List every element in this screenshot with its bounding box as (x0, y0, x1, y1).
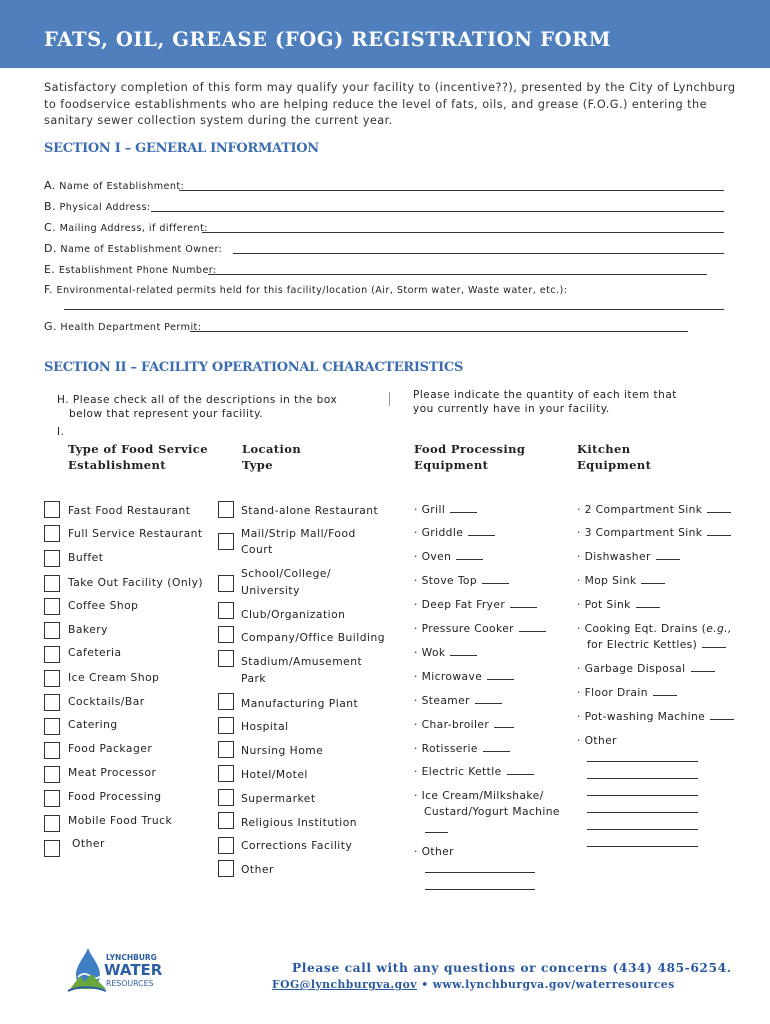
kitchen-other-line-4[interactable] (587, 812, 698, 813)
checkbox-catering[interactable] (44, 718, 60, 735)
checkbox-club-organization[interactable] (218, 602, 234, 619)
field-owner-name[interactable]: D. Name of Establishment Owner: (44, 242, 729, 256)
svg-text:WATER: WATER (104, 961, 163, 979)
checkbox-food-processing[interactable] (44, 790, 60, 807)
field-establishment-name[interactable]: A. Name of Establishment: (44, 179, 729, 193)
checkbox-bakery[interactable] (44, 622, 60, 639)
kitchen-eq-garbage-disposal: · Garbage Disposal (577, 661, 715, 677)
checkbox-corrections-facility[interactable] (218, 837, 234, 854)
checkbox-manufacturing-plant[interactable] (218, 693, 234, 710)
environmental-permits-line[interactable] (64, 309, 724, 310)
food-eq-rotisserie: · Rotisserie (414, 741, 510, 757)
option-stadium-park-line1: Stadium/Amusement (241, 655, 363, 668)
instruction-h-line2: below that represent your facility. (69, 408, 264, 420)
3-compartment-sink-qty-line[interactable] (707, 534, 731, 536)
instruction-h-line1: H. Please check all of the descriptions in the box (57, 394, 338, 406)
food-eq-stove-top: · Stove Top (414, 573, 509, 589)
mailing-address-line[interactable] (202, 232, 724, 233)
steamer-qty-line[interactable] (475, 702, 502, 704)
checkbox-nursing-home[interactable] (218, 741, 234, 758)
checkbox-coffee-shop[interactable] (44, 598, 60, 615)
option-location-other: Other (241, 863, 274, 876)
wok-qty-line[interactable] (450, 654, 477, 656)
oven-qty-line[interactable] (456, 558, 483, 560)
electric-kettle-qty-line[interactable] (507, 773, 534, 775)
phone-number-line[interactable] (208, 274, 707, 275)
char-broiler-qty-line[interactable] (494, 726, 514, 728)
kitchen-eq-cooking-drains-line2: for Electric Kettles) (587, 637, 726, 653)
establishment-name-line[interactable] (179, 190, 724, 191)
checkbox-fast-food-restaurant[interactable] (44, 501, 60, 518)
physical-address-line[interactable] (151, 211, 724, 212)
option-cocktails-bar: Cocktails/Bar (68, 695, 145, 708)
section-2-title: SECTION II – FACILITY OPERATIONAL CHARACTERISTICS (44, 360, 464, 375)
section-1-title: SECTION I – GENERAL INFORMATION (44, 141, 319, 156)
garbage-disposal-qty-line[interactable] (691, 670, 715, 672)
option-corrections-facility: Corrections Facility (241, 839, 353, 852)
option-religious-institution: Religious Institution (241, 816, 358, 829)
footer-contact: Please call with any questions or concerns (434) 485-6254. (292, 960, 732, 975)
option-coffee-shop: Coffee Shop (68, 599, 139, 612)
field-mailing-address[interactable]: C. Mailing Address, if different: (44, 221, 729, 235)
checkbox-take-out-facility[interactable] (44, 575, 60, 592)
health-permit-line[interactable] (190, 331, 688, 332)
kitchen-eq-mop-sink: · Mop Sink (577, 573, 665, 589)
kitchen-eq-pot-sink: · Pot Sink (577, 597, 660, 613)
kitchen-eq-pot-washing-machine: · Pot-washing Machine (577, 709, 734, 725)
option-fast-food-restaurant: Fast Food Restaurant (68, 504, 191, 517)
food-eq-ice-cream-machine-line2: Custard/Yogurt Machine (424, 805, 560, 818)
svg-text:RESOURCES: RESOURCES (106, 979, 154, 988)
intro-paragraph: Satisfactory completion of this form may qualify your facility to (incentive??), presented by the City of Lynchburg to foodservice establishments who are helping reduce the level of fats, oils, and grease (F.O.G.) entering the sanitary sewer collection system during the current year. (44, 81, 736, 127)
ice-cream-machine-qty-line[interactable] (425, 832, 448, 833)
instruction-qty-line2: you currently have in your facility. (413, 403, 610, 415)
food-other-line-2[interactable] (425, 889, 535, 890)
food-eq-wok: · Wok (414, 645, 477, 661)
col-header-food-equipment: Food Processing Equipment (414, 442, 526, 472)
column-divider (389, 392, 390, 406)
food-eq-ice-cream-machine: · Ice Cream/Milkshake/ (414, 789, 544, 802)
checkbox-mobile-food-truck[interactable] (44, 815, 60, 832)
checkbox-ice-cream-shop[interactable] (44, 670, 60, 687)
kitchen-other-line-5[interactable] (587, 829, 698, 830)
field-physical-address[interactable]: B. Physical Address: (44, 200, 729, 214)
kitchen-other-line-3[interactable] (587, 795, 698, 796)
col-header-location-type: Location Type (242, 442, 302, 472)
field-health-permit[interactable]: G. Health Department Permit: (44, 320, 694, 334)
checkbox-company-office[interactable] (218, 626, 234, 643)
2-compartment-sink-qty-line[interactable] (707, 511, 731, 513)
mop-sink-qty-line[interactable] (641, 582, 665, 584)
option-hospital: Hospital (241, 720, 289, 733)
stove-top-qty-line[interactable] (482, 582, 509, 584)
option-nursing-home: Nursing Home (241, 744, 324, 757)
option-school-university-line2: University (241, 584, 300, 597)
checkbox-location-other[interactable] (218, 860, 234, 877)
checkbox-stand-alone-restaurant[interactable] (218, 501, 234, 518)
checkbox-meat-processor[interactable] (44, 766, 60, 783)
kitchen-eq-3-compartment-sink: · 3 Compartment Sink (577, 525, 731, 541)
owner-name-line[interactable] (233, 253, 724, 254)
label-i: I. (57, 426, 65, 438)
checkbox-stadium-park[interactable] (218, 650, 234, 667)
field-phone-number[interactable]: E. Establishment Phone Number: (44, 263, 709, 277)
checkbox-hotel-motel[interactable] (218, 765, 234, 782)
checkbox-hospital[interactable] (218, 717, 234, 734)
food-other-line-1[interactable] (425, 872, 535, 873)
pot-sink-qty-line[interactable] (636, 606, 660, 608)
checkbox-cafeteria[interactable] (44, 646, 60, 663)
kitchen-other-line-2[interactable] (587, 778, 698, 779)
option-mall-food-court-line1: Mail/Strip Mall/Food (241, 527, 356, 540)
microwave-qty-line[interactable] (487, 678, 514, 680)
deep-fat-fryer-qty-line[interactable] (510, 606, 537, 608)
option-food-processing: Food Processing (68, 790, 162, 803)
kitchen-eq-cooking-drains: · Cooking Eqt. Drains (e.g., (577, 622, 732, 635)
kitchen-eq-other: · Other (577, 734, 617, 747)
title-banner (0, 0, 770, 68)
kitchen-other-line-1[interactable] (587, 761, 698, 762)
svg-text:LYNCHBURG: LYNCHBURG (106, 953, 157, 962)
food-eq-pressure-cooker: · Pressure Cooker (414, 621, 546, 637)
kitchen-eq-floor-drain: · Floor Drain (577, 685, 677, 701)
footer-links (272, 978, 675, 991)
col-header-kitchen-equipment: Kitchen Equipment (577, 442, 652, 472)
food-eq-grill: · Grill (414, 502, 477, 518)
food-eq-electric-kettle: · Electric Kettle (414, 764, 534, 780)
option-bakery: Bakery (68, 623, 108, 636)
field-environmental-permits[interactable]: F. Environmental-related permits held for this facility/location (Air, Storm water, Waste water, etc.): (44, 283, 729, 313)
option-hotel-motel: Hotel/Motel (241, 768, 308, 781)
checkbox-mall-food-court[interactable] (218, 533, 234, 550)
pressure-cooker-qty-line[interactable] (519, 630, 546, 632)
cooking-drains-qty-line[interactable] (702, 646, 726, 648)
option-mobile-food-truck: Mobile Food Truck (68, 814, 173, 827)
checkbox-cocktails-bar[interactable] (44, 694, 60, 711)
kitchen-eq-dishwasher: · Dishwasher (577, 549, 680, 565)
rotisserie-qty-line[interactable] (483, 750, 510, 752)
option-stand-alone-restaurant: Stand-alone Restaurant (241, 504, 379, 517)
option-food-packager: Food Packager (68, 742, 153, 755)
floor-drain-qty-line[interactable] (653, 694, 677, 696)
form-title: FATS, OIL, GREASE (FOG) REGISTRATION FORM (44, 28, 612, 51)
option-mall-food-court-line2: Court (241, 543, 273, 556)
option-cafeteria: Cafeteria (68, 646, 122, 659)
option-company-office: Company/Office Building (241, 631, 386, 644)
food-eq-oven: · Oven (414, 549, 483, 565)
food-eq-deep-fat-fryer: · Deep Fat Fryer (414, 597, 537, 613)
footer-email-link[interactable]: FOG@lynchburgva.gov (272, 978, 417, 991)
option-meat-processor: Meat Processor (68, 766, 157, 779)
checkbox-supermarket[interactable] (218, 789, 234, 806)
food-eq-steamer: · Steamer (414, 693, 502, 709)
option-school-university-line1: School/College/ (241, 567, 332, 580)
footer-website-link[interactable]: www.lynchburgva.gov/waterresources (432, 978, 675, 991)
option-ice-cream-shop: Ice Cream Shop (68, 671, 160, 684)
food-eq-griddle: · Griddle (414, 525, 495, 541)
instruction-qty-line1: Please indicate the quantity of each item that (413, 389, 677, 401)
option-catering: Catering (68, 718, 118, 731)
pot-washing-machine-qty-line[interactable] (710, 718, 734, 720)
grill-qty-line[interactable] (450, 511, 477, 513)
checkbox-establishment-other[interactable] (44, 840, 60, 857)
lynchburg-water-logo (66, 945, 170, 995)
checkbox-school-university[interactable] (218, 575, 234, 592)
option-take-out-facility: Take Out Facility (Only) (68, 576, 204, 589)
food-eq-char-broiler: · Char-broiler (414, 717, 514, 733)
griddle-qty-line[interactable] (468, 534, 495, 536)
kitchen-eq-2-compartment-sink: · 2 Compartment Sink (577, 502, 731, 518)
checkbox-buffet[interactable] (44, 550, 60, 567)
option-buffet: Buffet (68, 551, 104, 564)
kitchen-other-line-6[interactable] (587, 846, 698, 847)
checkbox-food-packager[interactable] (44, 742, 60, 759)
option-establishment-other: Other (72, 837, 105, 850)
option-manufacturing-plant: Manufacturing Plant (241, 697, 359, 710)
dishwasher-qty-line[interactable] (656, 558, 680, 560)
checkbox-full-service-restaurant[interactable] (44, 525, 60, 542)
option-stadium-park-line2: Park (241, 672, 267, 685)
option-full-service-restaurant: Full Service Restaurant (68, 527, 203, 540)
bullet-separator: • (421, 978, 433, 991)
option-supermarket: Supermarket (241, 792, 316, 805)
col-header-establishment-type: Type of Food Service Establishment (68, 442, 208, 472)
food-eq-other: · Other (414, 845, 454, 858)
option-club-organization: Club/Organization (241, 608, 346, 621)
food-eq-microwave: · Microwave (414, 669, 514, 685)
checkbox-religious-institution[interactable] (218, 812, 234, 829)
